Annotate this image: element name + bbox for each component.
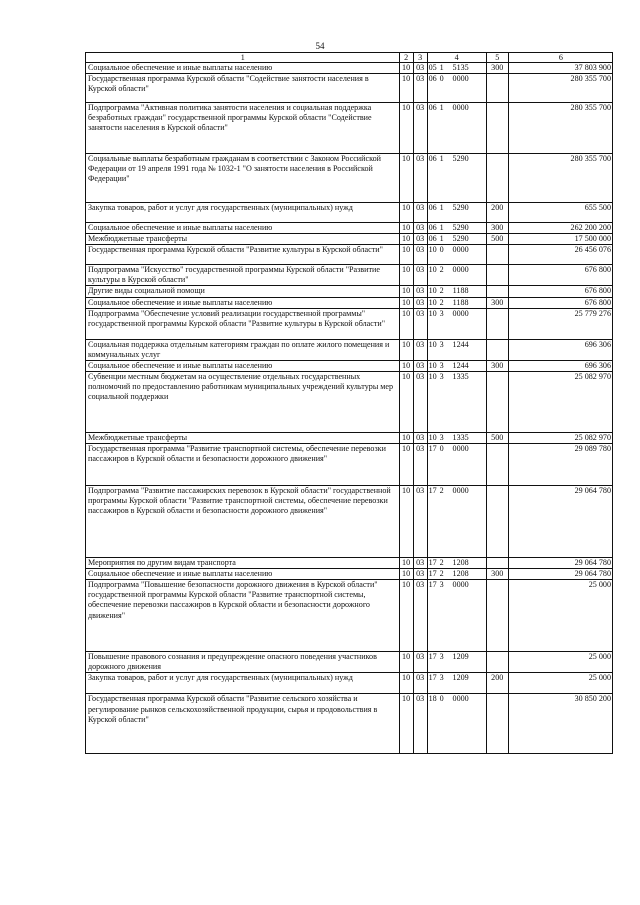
row-rz: 10 [399,569,413,580]
row-sum: 280 355 700 [508,154,612,203]
code-direction: 0000 [452,103,469,113]
row-pr: 03 [413,265,427,286]
row-name: Социальное обеспечение и иные выплаты населению [86,223,400,234]
code-subprogram: 3 [439,673,444,683]
table-row [86,297,613,308]
row-pr: 03 [413,74,427,103]
row-name: Подпрограмма "Искусство" государственной программы Курской области "Развитие культуры в Курской области" [86,265,400,286]
row-target-code [427,444,486,486]
row-sum: 37 803 900 [508,63,612,74]
code-direction: 1208 [452,558,469,568]
row-rz: 10 [399,63,413,74]
row-rz: 10 [399,371,413,432]
row-vr: 200 [486,673,508,694]
row-target-code [427,234,486,245]
table-row [86,694,613,754]
code-program: 06 [428,103,437,113]
row-target-code [427,580,486,652]
row-name: Подпрограмма "Обеспечение условий реализации государственной программы" государственной программы Курской области "Развитие культуры в Курской области" [86,308,400,339]
row-target-code [427,486,486,558]
row-target-code [427,652,486,673]
code-subprogram: 3 [439,652,444,662]
row-pr: 03 [413,286,427,297]
table-row [86,308,613,339]
table-row [86,63,613,74]
table-row [86,569,613,580]
row-vr [486,694,508,754]
row-vr [486,286,508,297]
table-row [86,486,613,558]
row-pr: 03 [413,558,427,569]
row-sum: 25 000 [508,580,612,652]
code-program: 05 [428,63,437,72]
row-sum: 25 779 276 [508,308,612,339]
row-sum: 280 355 700 [508,74,612,103]
code-direction: 1188 [452,297,469,307]
row-rz: 10 [399,360,413,371]
row-pr: 03 [413,371,427,432]
row-name: Межбюджетные трансферты [86,432,400,443]
table-row [86,103,613,154]
budget-table [85,52,613,754]
row-sum: 696 306 [508,339,612,360]
code-direction: 1188 [452,286,469,296]
code-subprogram: 0 [439,444,444,454]
code-subprogram: 3 [439,432,444,442]
code-subprogram: 2 [439,286,444,296]
row-rz: 10 [399,558,413,569]
row-vr: 300 [486,360,508,371]
row-pr: 03 [413,223,427,234]
code-direction: 5135 [452,63,469,72]
row-target-code [427,360,486,371]
row-rz: 10 [399,245,413,265]
row-target-code [427,154,486,203]
row-vr [486,265,508,286]
table-row [86,673,613,694]
row-name: Социальное обеспечение и иные выплаты населению [86,360,400,371]
row-name: Субвенции местным бюджетам на осуществление отдельных государственных полномочий по предоставлению работникам муниципальных учреждений культуры мер социальной поддержки [86,371,400,432]
code-subprogram: 2 [439,558,444,568]
header-col-1: 1 [86,53,400,63]
header-col-5: 5 [486,53,508,63]
row-vr [486,652,508,673]
row-target-code [427,432,486,443]
row-pr: 03 [413,154,427,203]
table-row [86,580,613,652]
code-subprogram: 3 [439,371,444,381]
code-program: 10 [428,297,437,307]
code-program: 10 [428,308,437,318]
row-rz: 10 [399,223,413,234]
row-pr: 03 [413,580,427,652]
code-subprogram: 1 [439,223,444,233]
row-name: Подпрограмма "Активная политика занятости населения и социальная поддержка безработных граждан" государственной программы Курской области "Содействие занятости населения в Курской области" [86,103,400,154]
row-target-code [427,203,486,223]
row-name: Закупка товаров, работ и услуг для государственных (муниципальных) нужд [86,673,400,694]
code-program: 10 [428,265,437,275]
code-subprogram: 3 [439,308,444,318]
header-col-3: 3 [413,53,427,63]
code-program: 10 [428,432,437,442]
code-direction: 0000 [452,580,469,590]
row-pr: 03 [413,297,427,308]
row-sum: 280 355 700 [508,103,612,154]
row-pr: 03 [413,339,427,360]
row-rz: 10 [399,308,413,339]
row-target-code [427,297,486,308]
row-vr [486,486,508,558]
row-name: Мероприятия по другим видам транспорта [86,558,400,569]
row-name: Социальное обеспечение и иные выплаты населению [86,63,400,74]
code-subprogram: 2 [439,297,444,307]
row-name: Государственная программа Курской области "Содействие занятости населения в Курской области" [86,74,400,103]
table-row [86,223,613,234]
row-rz: 10 [399,652,413,673]
row-sum: 25 000 [508,652,612,673]
code-direction: 1335 [452,432,469,442]
row-sum: 655 500 [508,203,612,223]
code-subprogram: 3 [439,580,444,590]
row-pr: 03 [413,308,427,339]
row-sum: 25 082 970 [508,371,612,432]
code-direction: 5290 [452,234,469,244]
row-rz: 10 [399,673,413,694]
row-rz: 10 [399,580,413,652]
code-subprogram: 1 [439,234,444,244]
row-rz: 10 [399,154,413,203]
code-subprogram: 3 [439,339,444,349]
table-row [86,234,613,245]
row-rz: 10 [399,286,413,297]
row-pr: 03 [413,245,427,265]
row-vr [486,154,508,203]
code-direction: 5290 [452,223,469,233]
row-rz: 10 [399,203,413,223]
row-name: Подпрограмма "Развитие пассажирских перевозок в Курской области" государственной программы Курской области "Развитие транспортной системы, обеспечение перевозки пассажиров в Курской области и безопасности дорожного движения" [86,486,400,558]
code-program: 06 [428,154,437,164]
row-target-code [427,74,486,103]
row-pr: 03 [413,694,427,754]
row-target-code [427,265,486,286]
row-vr: 500 [486,432,508,443]
row-rz: 10 [399,74,413,103]
code-subprogram: 2 [439,486,444,496]
row-target-code [427,694,486,754]
code-subprogram: 3 [439,360,444,370]
table-row [86,339,613,360]
row-name: Социальная поддержка отдельным категориям граждан по оплате жилого помещения и коммунальных услуг [86,339,400,360]
code-program: 06 [428,223,437,233]
code-program: 17 [428,652,437,662]
code-program: 17 [428,558,437,568]
code-direction: 0000 [452,444,469,454]
row-sum: 29 064 780 [508,486,612,558]
table-row [86,558,613,569]
code-direction: 5290 [452,203,469,213]
row-vr [486,444,508,486]
code-program: 17 [428,486,437,496]
row-vr: 200 [486,203,508,223]
row-name: Социальное обеспечение и иные выплаты населению [86,297,400,308]
row-pr: 03 [413,569,427,580]
row-rz: 10 [399,103,413,154]
row-name: Другие виды социальной помощи [86,286,400,297]
row-pr: 03 [413,432,427,443]
row-name: Государственная программа "Развитие транспортной системы, обеспечение перевозки пассажиров в Курской области и безопасности дорожного движения" [86,444,400,486]
table-header-row [86,53,613,63]
row-vr [486,245,508,265]
code-program: 10 [428,339,437,349]
row-name: Закупка товаров, работ и услуг для государственных (муниципальных) нужд [86,203,400,223]
row-sum: 676 800 [508,265,612,286]
row-vr [486,558,508,569]
code-direction: 1208 [452,569,469,579]
row-vr: 300 [486,63,508,74]
row-rz: 10 [399,339,413,360]
page-number: 54 [315,41,325,51]
row-name: Социальные выплаты безработным гражданам в соответствии с Законом Российской Федерации от 19 апреля 1991 года № 1032-1 "О занятости населения в Российской Федерации" [86,154,400,203]
row-target-code [427,245,486,265]
row-pr: 03 [413,444,427,486]
header-col-6: 6 [508,53,612,63]
code-subprogram: 1 [439,203,444,213]
row-sum: 25 000 [508,673,612,694]
table-row [86,371,613,432]
row-target-code [427,286,486,297]
code-direction: 1244 [452,360,469,370]
row-name: Межбюджетные трансферты [86,234,400,245]
row-pr: 03 [413,63,427,74]
row-vr: 300 [486,223,508,234]
code-subprogram: 2 [439,265,444,275]
row-pr: 03 [413,486,427,558]
row-sum: 26 456 076 [508,245,612,265]
row-pr: 03 [413,203,427,223]
code-program: 17 [428,673,437,683]
row-pr: 03 [413,234,427,245]
table-row [86,265,613,286]
code-program: 18 [428,694,437,704]
code-direction: 1244 [452,339,469,349]
code-subprogram: 1 [439,63,444,72]
row-sum: 29 064 780 [508,558,612,569]
table-row [86,203,613,223]
table-row [86,432,613,443]
row-target-code [427,308,486,339]
code-direction: 5290 [452,154,469,164]
code-subprogram: 0 [439,245,444,255]
row-sum: 30 850 200 [508,694,612,754]
table-row [86,444,613,486]
code-subprogram: 0 [439,74,444,84]
row-target-code [427,103,486,154]
row-vr [486,308,508,339]
code-program: 10 [428,245,437,255]
table-row [86,286,613,297]
row-name: Государственная программа Курской области "Развитие сельского хозяйства и регулирование рынков сельскохозяйственной продукции, сырья и продовольствия в Курской области" [86,694,400,754]
code-program: 10 [428,286,437,296]
row-rz: 10 [399,432,413,443]
row-target-code [427,673,486,694]
code-program: 17 [428,444,437,454]
header-col-2: 2 [399,53,413,63]
code-direction: 0000 [452,74,469,84]
table-row [86,154,613,203]
code-direction: 0000 [452,486,469,496]
code-subprogram: 0 [439,694,444,704]
row-sum: 262 200 200 [508,223,612,234]
row-target-code [427,339,486,360]
row-target-code [427,63,486,74]
row-rz: 10 [399,234,413,245]
header-col-4: 4 [427,53,486,63]
row-rz: 10 [399,265,413,286]
code-direction: 0000 [452,245,469,255]
row-sum: 676 800 [508,297,612,308]
code-program: 06 [428,203,437,213]
row-target-code [427,223,486,234]
row-name: Повышение правового сознания и предупреждение опасного поведения участников дорожного движения [86,652,400,673]
code-direction: 0000 [452,308,469,318]
code-direction: 1209 [452,673,469,683]
row-name: Социальное обеспечение и иные выплаты населению [86,569,400,580]
code-program: 17 [428,569,437,579]
row-vr [486,580,508,652]
row-sum: 29 089 780 [508,444,612,486]
row-rz: 10 [399,444,413,486]
row-vr: 500 [486,234,508,245]
row-rz: 10 [399,694,413,754]
code-direction: 0000 [452,694,469,704]
row-rz: 10 [399,297,413,308]
row-vr [486,103,508,154]
row-pr: 03 [413,652,427,673]
row-pr: 03 [413,673,427,694]
code-program: 06 [428,74,437,84]
row-vr: 300 [486,569,508,580]
row-vr [486,74,508,103]
table-row [86,652,613,673]
row-rz: 10 [399,486,413,558]
table-row [86,360,613,371]
row-sum: 25 082 970 [508,432,612,443]
code-program: 17 [428,580,437,590]
row-target-code [427,558,486,569]
code-subprogram: 1 [439,103,444,113]
row-name: Государственная программа Курской области "Развитие культуры в Курской области" [86,245,400,265]
row-vr [486,339,508,360]
code-program: 10 [428,360,437,370]
row-vr [486,371,508,432]
table-row [86,245,613,265]
row-sum: 676 800 [508,286,612,297]
code-direction: 0000 [452,265,469,275]
code-subprogram: 2 [439,569,444,579]
row-sum: 29 064 780 [508,569,612,580]
row-sum: 17 500 000 [508,234,612,245]
table-body [86,63,613,754]
row-name: Подпрограмма "Повышение безопасности дорожного движения в Курской области" государственной программы Курской области "Развитие транспортной системы, обеспечение перевозки пассажиров в Курской области и безопасности дорожного движения" [86,580,400,652]
row-vr: 300 [486,297,508,308]
row-pr: 03 [413,103,427,154]
table-row [86,74,613,103]
code-direction: 1209 [452,652,469,662]
code-subprogram: 1 [439,154,444,164]
row-target-code [427,569,486,580]
code-direction: 1335 [452,371,469,381]
row-pr: 03 [413,360,427,371]
row-sum: 696 306 [508,360,612,371]
code-program: 06 [428,234,437,244]
row-target-code [427,371,486,432]
code-program: 10 [428,371,437,381]
